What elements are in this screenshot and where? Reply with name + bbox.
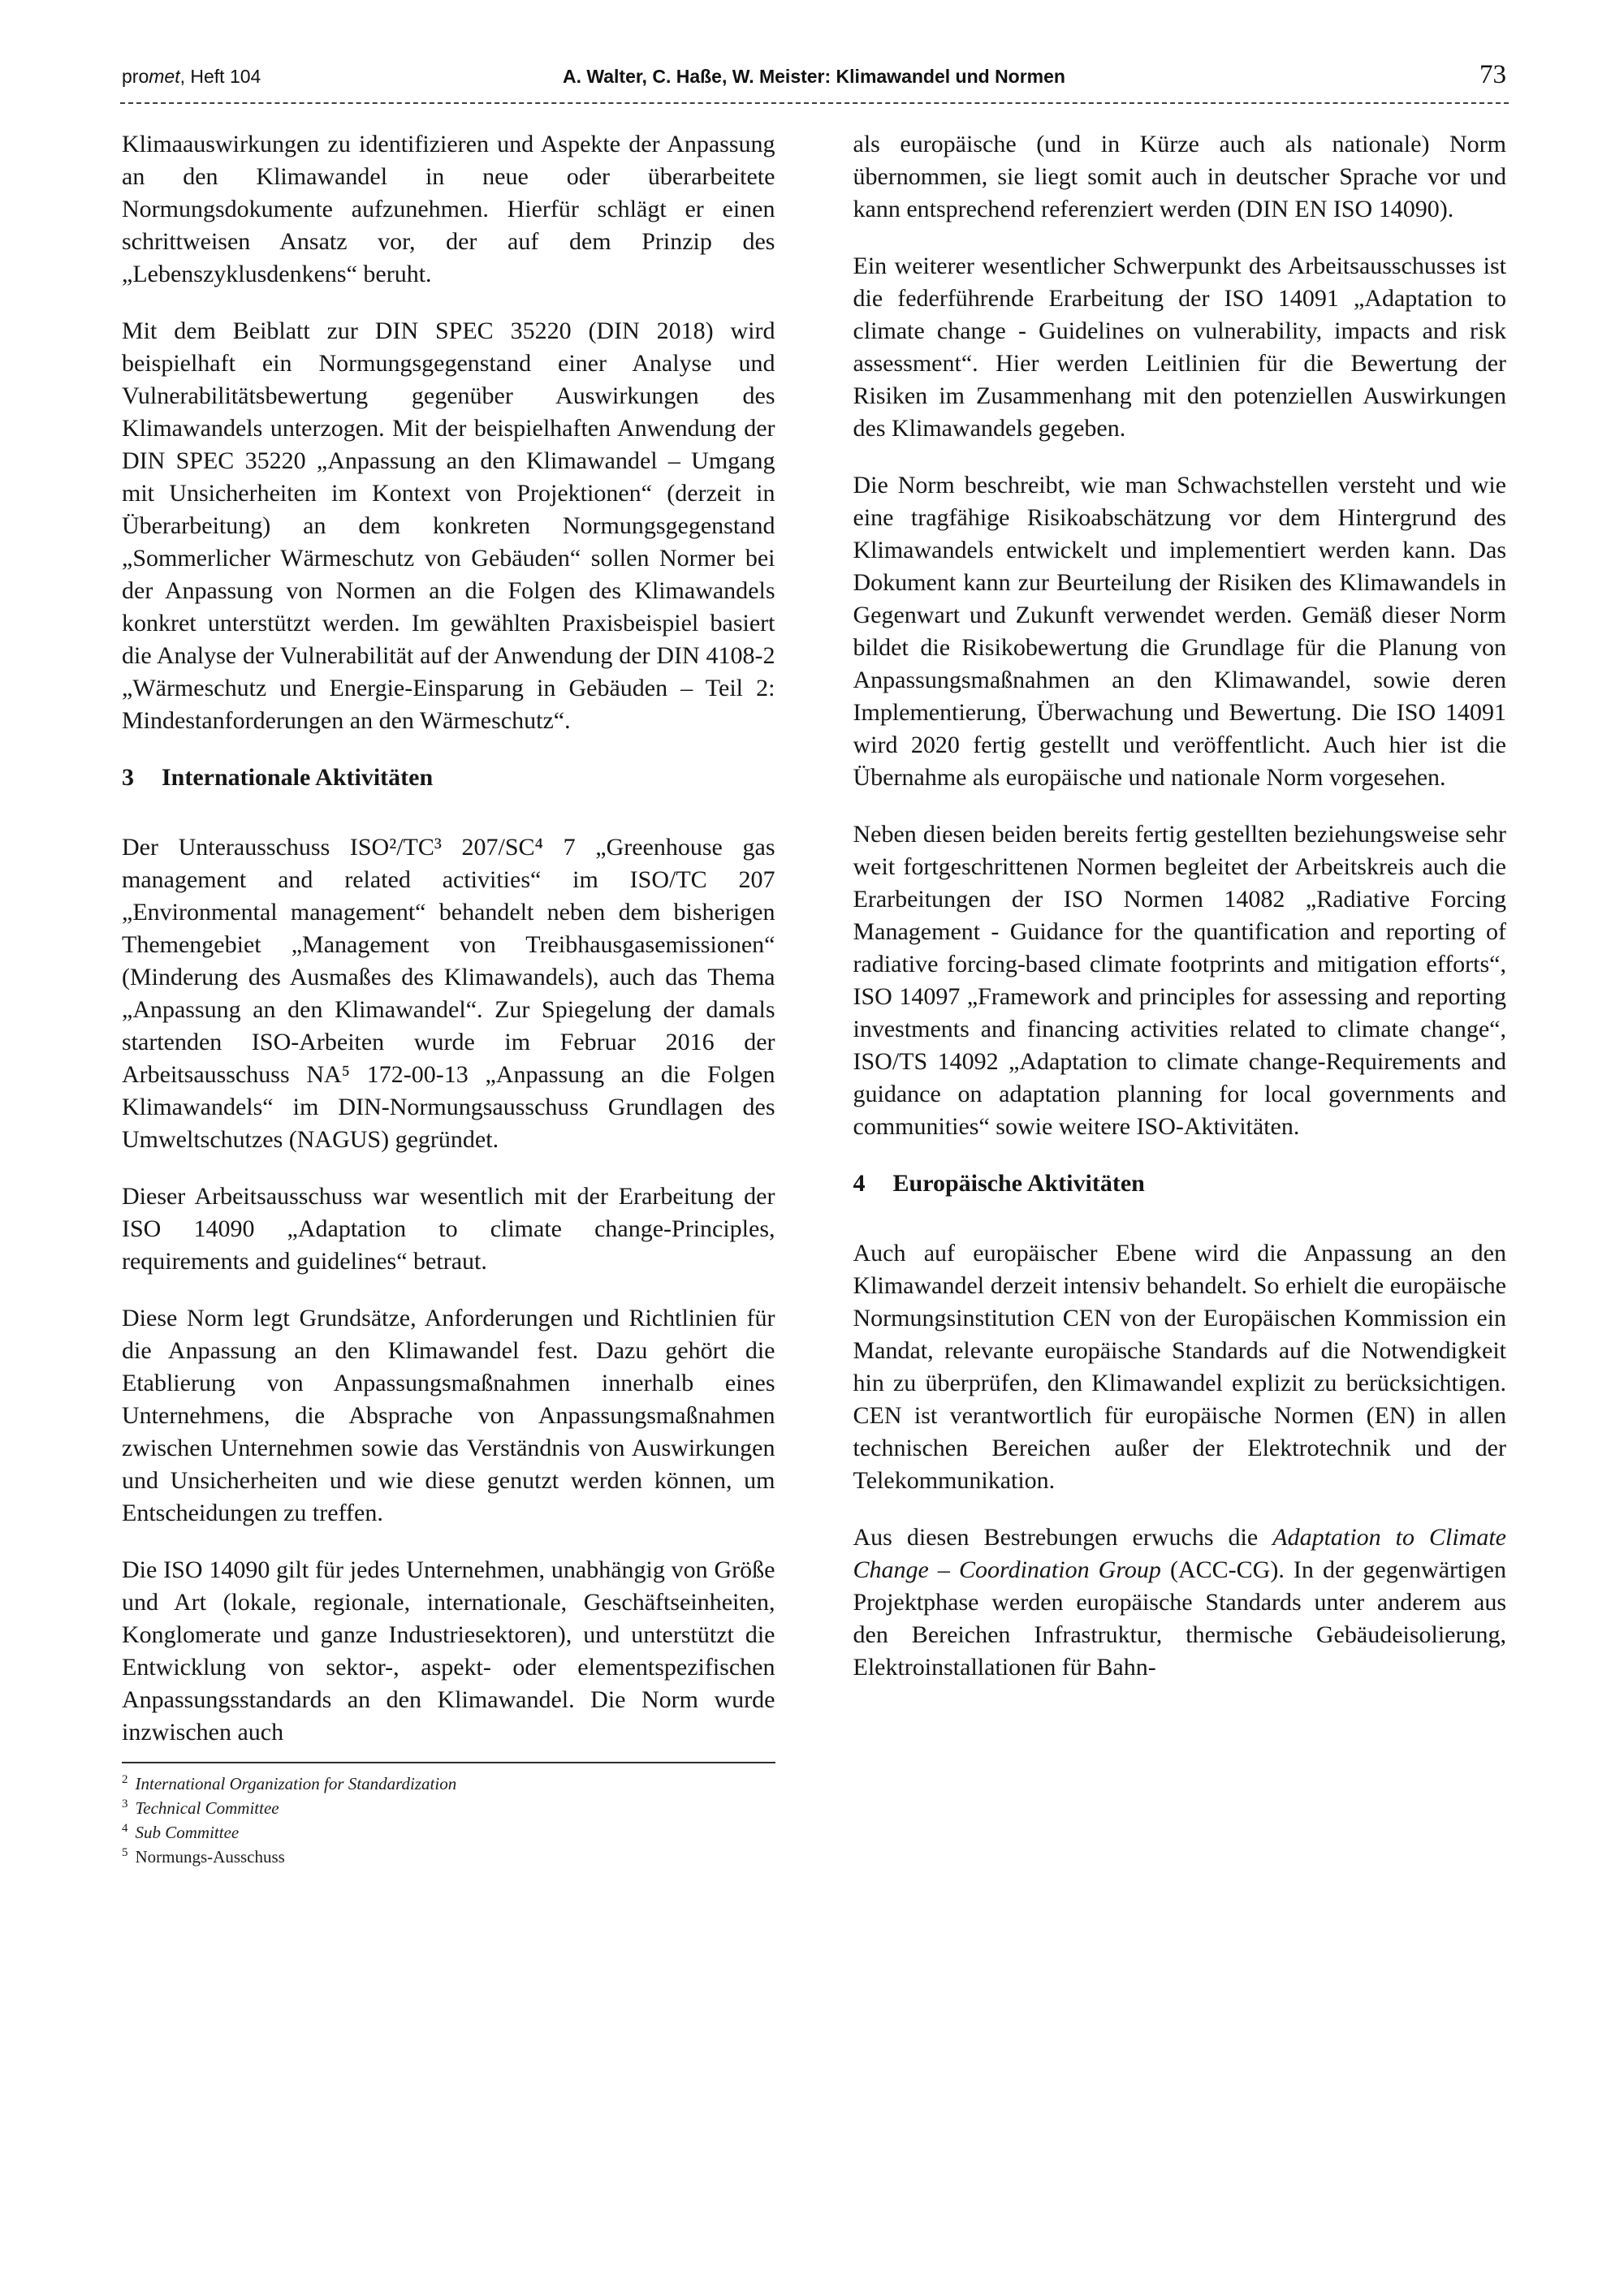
paragraph: Diese Norm legt Grundsätze, Anforderungen und Richtlinien für die Anpassung an den Klimawandel fest. Dazu gehört die Etablierung von Anpassungsmaßnahmen innerhalb eines Unternehmens, die Absprache von Anpassungsmaßnahmen zwischen Unternehmen sowie das Verständnis von Auswirkungen und Unsicherheiten und wie diese genutzt werden können, um Entscheidungen zu treffen. — [122, 1305, 775, 1526]
paragraph: Neben diesen beiden bereits fertig gestellten beziehungsweise sehr weit fortgeschrittenen Normen begleitet der Arbeitskreis auch die Erarbeitungen der ISO Normen 14082 „Radiative Forcing Management - Guidance for the quantification and reporting of radiative forcing-based climate footprints and mitigation efforts“, ISO 14097 „Framework and principles for assessing and reporting investments and financing activities related to climate change“, ISO/TS 14092 „Adaptation to climate change-Requirements and guidance on adaptation planning for local governments and communities“ sowie weitere ISO-Aktivitäten. — [853, 821, 1506, 1140]
journal-name-italic: met — [149, 66, 180, 87]
footnote-rule — [122, 1762, 775, 1763]
section-number: 3 — [122, 764, 134, 791]
footnote-marker: 4 — [122, 1822, 128, 1835]
section-heading-international — [122, 762, 775, 794]
article-body — [122, 128, 1506, 1869]
section-heading-european — [853, 1167, 1507, 1200]
footnote-text: International Organization for Standardization — [135, 1774, 457, 1793]
footnote-marker: 5 — [122, 1846, 128, 1859]
section-number: 4 — [853, 1170, 866, 1197]
journal-name — [122, 66, 563, 88]
footnotes — [122, 1762, 775, 1869]
italic-term: Adaptation to Climate Change – Coordination Group — [853, 1524, 1506, 1583]
paragraph-text: (ACC-CG). In der gegenwärtigen Projektphase werden europäische Standards unter anderem aus den Bereichen Infrastruktur, thermische Gebäudeisolierung, Elektroinstallationen für Bahn- — [853, 1556, 1506, 1681]
footnote — [122, 1772, 775, 1796]
footnote — [122, 1820, 775, 1845]
footnote-marker: 2 — [122, 1773, 128, 1786]
paragraph — [853, 1521, 1507, 1684]
paragraph: Die ISO 14090 gilt für jedes Unternehmen, unabhängig von Größe und Art (lokale, regionale, internationale, Geschäftseinheiten, Konglomerate und ganze Industriesektoren), und unterstützt die Entwicklung von sektor-, aspekt- oder elementspezifischen Anpassungsstandards an den Klimawandel. Die Norm wurde inzwischen auch — [122, 1556, 775, 1746]
paragraph: Klimaauswirkungen zu identifizieren und Aspekte der Anpassung an den Klimawandel in neue oder überarbeitete Normungsdokumente aufzunehmen. Hierfür schlägt er einen schrittweisen Ansatz vor, der auf dem Prinzip des „Lebenszyklusdenkens“ beruht. — [122, 131, 775, 287]
header-rule — [120, 102, 1509, 104]
journal-name-pre: pro — [122, 66, 149, 87]
footnote — [122, 1796, 775, 1820]
paragraph: Der Unterausschuss ISO²/TC³ 207/SC⁴ 7 „Greenhouse gas management and related activities“ im ISO/TC 207 „Environmental management“ behandelt neben dem bisherigen Themengebiet „Management von Treibhausgasemissionen“ (Minderung des Ausmaßes des Klimawandels), auch das Thema „Anpassung an den Klimawandel“. Zur Spiegelung der damals startenden ISO-Arbeiten wurde im Februar 2016 der Arbeitsausschuss NA⁵ 172-00-13 „Anpassung an die Folgen Klimawandels“ im DIN-Normungsausschuss Grundlagen des Umweltschutzes (NAGUS) gegründet. — [122, 834, 775, 1153]
paragraph-text: Aus diesen Bestrebungen erwuchs die — [853, 1524, 1273, 1551]
paragraph: Die Norm beschreibt, wie man Schwachstellen versteht und wie eine tragfähige Risikoabschätzung vor dem Hintergrund des Klimawandels entwickelt und implementiert werden kann. Das Dokument kann zur Beurteilung der Risiken des Klimawandels in Gegenwart und Zukunft verwendet werden. Gemäß dieser Norm bildet die Risikobewertung die Grundlage für die Planung von Anpassungsmaßnahmen an den Klimawandel, sowie deren Implementierung, Überwachung und Bewertung. Die ISO 14091 wird 2020 fertig gestellt und veröffentlicht. Auch hier ist die Übernahme als europäische und nationale Norm vorgesehen. — [853, 472, 1506, 791]
section-title: Internationale Aktivitäten — [162, 764, 434, 791]
left-column — [122, 128, 775, 1869]
footnote-text: Sub Committee — [135, 1823, 240, 1842]
paragraph: als europäische (und in Kürze auch als nationale) Norm übernommen, sie liegt somit auch in deutscher Sprache vor und kann entsprechend referenziert werden (DIN EN ISO 14090). — [853, 131, 1506, 222]
running-title: A. Walter, C. Haße, W. Meister: Klimawandel und Normen — [563, 66, 1065, 87]
section-title: Europäische Aktivitäten — [892, 1170, 1145, 1197]
footnote-marker: 3 — [122, 1798, 128, 1810]
paragraph: Ein weiterer wesentlicher Schwerpunkt des Arbeitsausschusses ist die federführende Erarbeitung der ISO 14091 „Adaptation to climate change - Guidelines on vulnerability, impacts and risk assessment“. Hier werden Leitlinien für die Bewertung der Risiken im Zusammenhang mit den potenziellen Auswirkungen des Klimawandels gegeben. — [853, 252, 1506, 442]
journal-issue: , Heft 104 — [179, 66, 261, 87]
footnote-text: Normungs-Ausschuss — [135, 1847, 285, 1867]
paragraph: Dieser Arbeitsausschuss war wesentlich mit der Erarbeitung der ISO 14090 „Adaptation to climate change-Principles, requirements and guidelines“ betraut. — [122, 1183, 775, 1275]
paragraph: Mit dem Beiblatt zur DIN SPEC 35220 (DIN 2018) wird beispielhaft ein Normungsgegenstand einer Analyse und Vulnerabilitätsbewertung gegenüber Auswirkungen des Klimawandels unterzogen. Mit der beispielhaften Anwendung der DIN SPEC 35220 „Anpassung an den Klimawandel – Umgang mit Unsicherheiten im Kontext von Projektionen“ (derzeit in Überarbeitung) an dem konkreten Normungsgegenstand „Sommerlicher Wärmeschutz von Gebäuden“ sollen Normer bei der Anpassung von Normen an die Folgen des Klimawandels konkret unterstützt werden. Im gewählten Praxisbeispiel basiert die Analyse der Vulnerabilität auf der Anwendung der DIN 4108-2 „Wärmeschutz und Energie-Einsparung in Gebäuden – Teil 2: Mindestanforderungen an den Wärmeschutz“. — [122, 317, 775, 734]
page-header — [122, 60, 1506, 90]
right-column — [853, 128, 1507, 1869]
footnote — [122, 1845, 775, 1869]
footnote-text: Technical Committee — [135, 1798, 279, 1818]
page-number: 73 — [1479, 60, 1506, 89]
paragraph: Auch auf europäischer Ebene wird die Anpassung an den Klimawandel derzeit intensiv behandelt. So erhielt die europäische Normungsinstitution CEN von der Europäischen Kommission ein Mandat, relevante europäische Standards auf die Notwendigkeit hin zu überprüfen, den Klimawandel explizit zu berücksichtigen. CEN ist verantwortlich für europäische Normen (EN) in allen technischen Bereichen außer der Elektrotechnik und der Telekommunikation. — [853, 1240, 1506, 1494]
